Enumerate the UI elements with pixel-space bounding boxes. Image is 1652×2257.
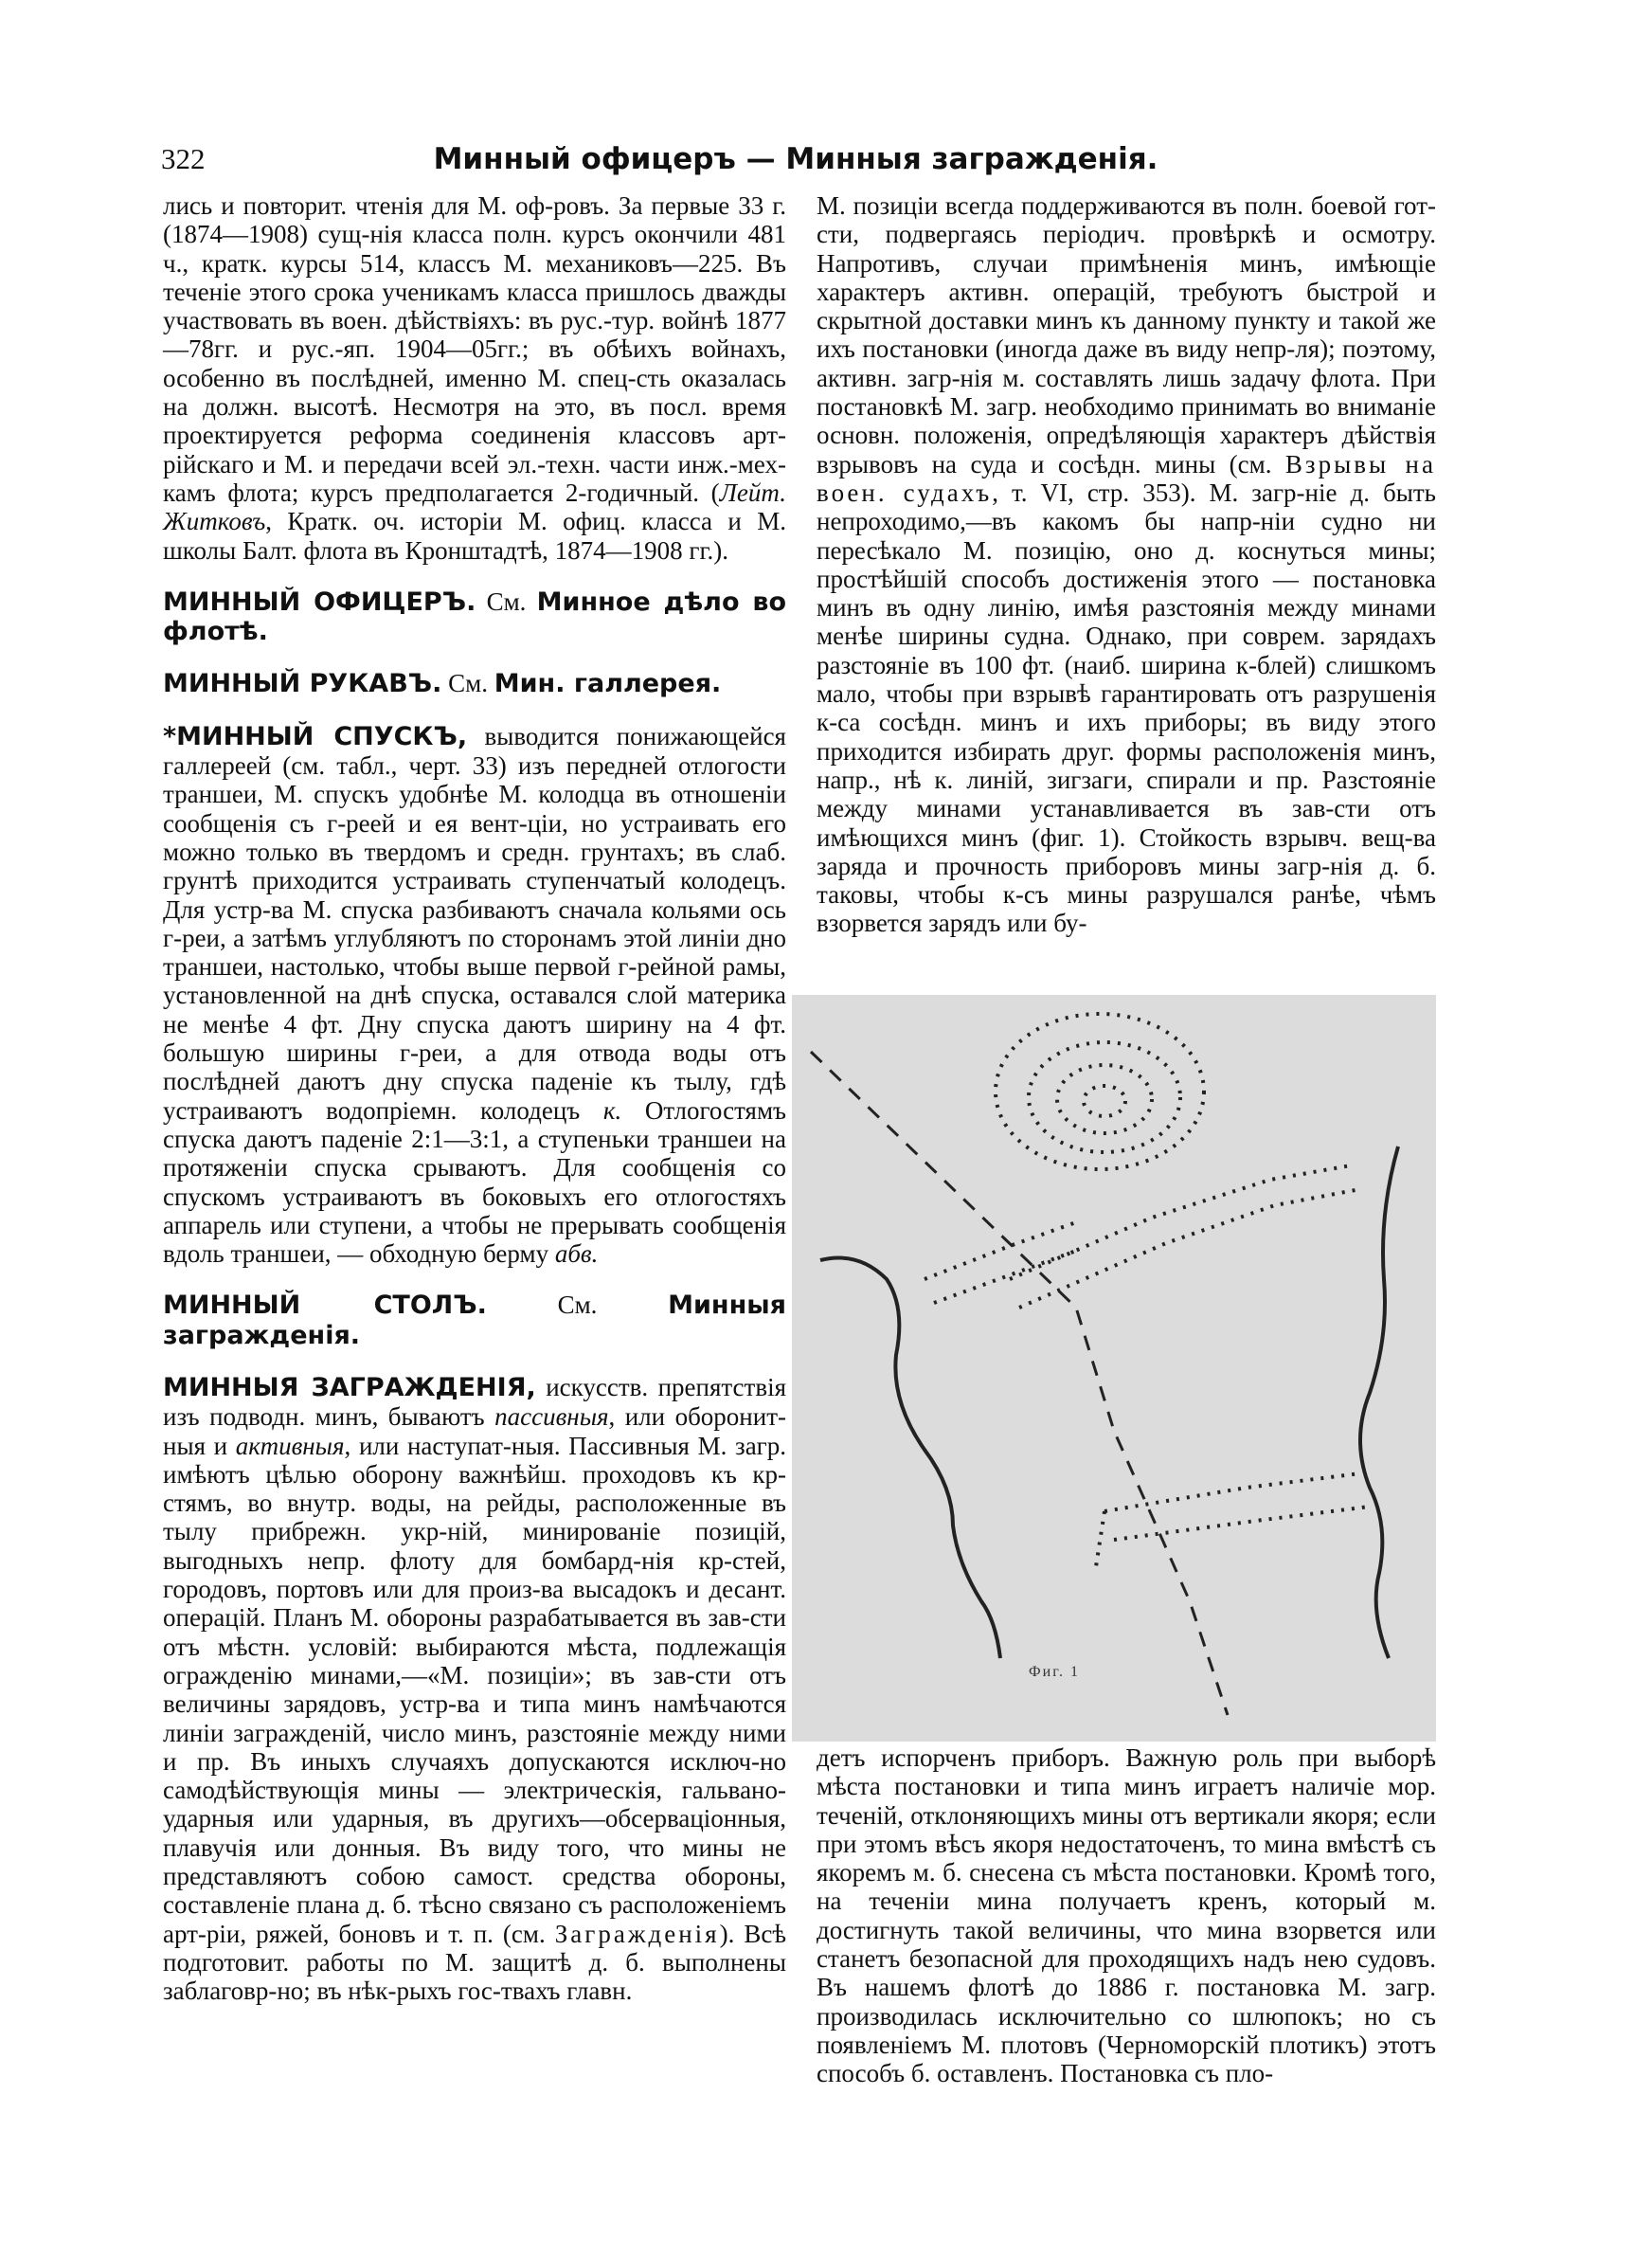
spiral-minefield bbox=[996, 1014, 1204, 1169]
citation-author: Лейт. Житковъ bbox=[163, 478, 786, 536]
cross-reference: Минное дѣло во флотѣ. bbox=[163, 587, 787, 647]
text: , т. VI, стр. 353). М. загр-ніе д. быть непроходимо,—въ какомъ бы напр-ніи судно ни пересѣкало М. позицію, оно д. коснуться мины; простѣйшій способъ достиженія этого — постановка минъ въ одну линію, имѣя разстоянія между минами менѣе ширины судна. Однако, при соврем. зарядахъ разстояніе въ 100 фт. (наиб. ширина к-блей) слишкомъ мало, чтобы при взрывѣ гарантировать отъ разрушенія к-са сосѣдн. минъ и ихъ приборы; въ виду этого приходится избирать друг. формы расположенія минъ, напр., нѣ к. линій, зигзаги, спирали и пр. Разстояніе между минами устанавливается въ зав-сти отъ имѣющихся минъ (фиг. 1). Стойкость взрывч. вещ-ва заряда и прочность приборовъ мины загр-нія д. б. таковы, чтобы к-съ мины разрушался ранѣе, чѣмъ взорвется зарядъ или бу- bbox=[817, 478, 1436, 938]
page-header bbox=[161, 142, 1430, 186]
see-label: См. bbox=[557, 1291, 598, 1320]
zigzag-minefield bbox=[925, 1165, 1360, 1308]
right-column-bottom bbox=[817, 1743, 1436, 2094]
text: , или оборонит-ныя и bbox=[163, 1402, 786, 1460]
text: М. позиціи всегда поддерживаются въ полн. боевой гот-сти, подвергаясь періодич. провѣркѣ и осмотру. Напротивъ, случаи примѣненія минъ, имѣющіе характеръ активн. операцій, требуютъ быстрой и скрытной доставки минъ къ данному пункту и такой же ихъ постановки (иногда даже въ виду непр-ля); поэтому, активн. загр-нія м. составлять лишь задачу флота. При постановкѣ М. загр. необходимо принимать во вниманіе основн. положенія, опредѣляющія характеръ дѣйствія взрывовъ на суда и сосѣдн. мины (см. bbox=[817, 191, 1436, 478]
see-label: См. bbox=[486, 587, 527, 616]
entry-headword: МИННЫЙ СТОЛЪ. bbox=[163, 1291, 487, 1321]
text: выводится понижающейся галлереей (см. табл., черт. 33) изъ передней отлогости траншеи, М. спускъ удобнѣе М. колодца въ отношеніи сообщенія съ г-реей и ея вент-ціи, но устраивать его можно только въ твердомъ и средн. грунтахъ; въ слаб. грунтѣ приходится устраивать ступенчатый колодецъ. Для устр-ва М. спуска разбиваютъ сначала кольями ось г-реи, а затѣмъ углубляютъ по сторонамъ этой линіи дно траншеи, настолько, чтобы выше первой г-рейной рамы, установленной на днѣ спуска, оставался слой материка не менѣе 4 фт. Дну спуска даютъ ширину на 4 фт. большую ширины г-реи, а для отвода воды отъ послѣдней даютъ дну спуска паденіе къ тылу, гдѣ устраиваютъ водопріемн. колодецъ bbox=[163, 721, 786, 1125]
see-label: См. bbox=[448, 669, 489, 698]
paragraph: детъ испорченъ приборъ. Важную роль при выборѣ мѣста постановки и типа минъ играетъ наличіе мор. теченій, отклоняющихъ мины отъ вертикали якоря; если при этомъ вѣсъ якоря недостаточенъ, то мина вмѣстѣ съ якоремъ м. б. снесена съ мѣста постановки. Кромѣ того, на теченіи мина получаетъ кренъ, который м. достигнуть такой величины, что мина взорвется или станетъ безопасной для проходящихъ надъ нею судовъ. Въ нашемъ флотѣ до 1886 г. постановка М. загр. производилась исключительно со шлюпокъ; но съ появленіемъ М. плотовъ (Черноморскій плотикъ) этотъ способъ б. оставленъ. Постановка съ пло- bbox=[817, 1743, 1436, 2088]
entry-minny-rukav bbox=[163, 669, 786, 698]
author-signature: абв. bbox=[554, 1239, 599, 1269]
page-number: 322 bbox=[161, 142, 206, 175]
right-column-top bbox=[817, 191, 1436, 944]
entry-headword: МИННЫЙ ОФИЦЕРЪ. bbox=[163, 587, 476, 617]
entry-minnyya-zagrazhdeniya bbox=[163, 1373, 786, 2006]
minefield-diagram bbox=[792, 995, 1436, 1742]
text: Отлогостямъ спуска даютъ паденіе 2:1—3:1, а ступеньки траншеи на протяженіи спуска срываютъ. Для сообщенія со спускомъ устраиваютъ въ боковыхъ его отлогостяхъ аппарель или ступени, а чтобы не прерывать сообщенія вдоль траншеи, — обходную берму bbox=[163, 1095, 786, 1269]
italic-term: активныя bbox=[235, 1431, 345, 1460]
running-title: Минный офицеръ — Минныя загражденія. bbox=[433, 142, 1158, 176]
figure-1 bbox=[792, 995, 1436, 1742]
figure-caption: Фиг. 1 bbox=[1029, 1664, 1080, 1680]
entry-headword: *МИННЫЙ СПУСКЪ, bbox=[163, 721, 468, 751]
entry-minny-spusk bbox=[163, 722, 786, 1269]
spaced-reference: Взрывы на воен. судахъ bbox=[817, 449, 1436, 507]
paragraph-continued bbox=[163, 191, 786, 565]
entry-minny-stol bbox=[163, 1291, 786, 1350]
text: лись и повторит. чтенія для М. оф-ровъ. За первые 33 г. (1874—1908) сущ-нія класса полн. курсъ окончили 481 ч., кратк. курсы 514, классъ М. механиковъ—225. Въ теченіе этого срока ученикамъ класса пришлось дважды участвовать въ воен. дѣйствіяхъ: въ рус.-тур. войнѣ 1877—78гг. и рус.-яп. 1904—05гг.; въ обѣихъ войнахъ, особенно въ послѣдней, именно М. спец-сть оказалась на должн. высотѣ. Несмотря на это, въ посл. время проектируется реформа соединенія классовъ арт-рійскаго и М. и передачи всей эл.-техн. части инж.-мех-камъ флота; курсъ предполагается 2-годичный. ( bbox=[163, 191, 786, 507]
line-minefield bbox=[1095, 1473, 1370, 1573]
text: ). Всѣ подготовит. работы по М. защитѣ д. б. выполнены заблаговр-но; въ нѣк-рыхъ гос-твахъ главн. bbox=[163, 1919, 786, 2006]
text: , или наступат-ныя. Пассивныя М. загр. имѣютъ цѣлью оборону важнѣйш. проходовъ къ кр-стямъ, во внутр. воды, на рейды, расположенные въ тылу прибрежн. укр-ній, минированіе позицій, выгодныхъ непр. флоту для бомбард-нія кр-стей, городовъ, портовъ или для произ-ва высадокъ и десант. операцій. Планъ М. обороны разрабатывается въ зав-сти отъ мѣстн. условій: выбираются мѣста, подлежащія огражденію минами,—«М. позиціи»; въ зав-сти отъ величины зарядовъ, устр-ва и типа минъ намѣчаются линіи загражденій, число минъ, разстояніе между ними и пр. Въ иныхъ случаяхъ допускаются исключ-но самодѣйствующія мины — электрическія, гальвано-ударныя или ударныя, въ другихъ—обсерваціонныя, плавучія или донныя. Въ виду того, что мины не представляютъ собою самост. средства обороны, составленіе плана д. б. тѣсно связано съ расположеніемъ арт-ріи, ряжей, боновъ и т. п. (см. bbox=[163, 1431, 786, 1948]
entry-headword: МИННЫЯ ЗАГРАЖДЕНІЯ, bbox=[163, 1372, 536, 1402]
spaced-reference: Загражденія bbox=[554, 1919, 720, 1948]
entry-headword: МИННЫЙ РУКАВЪ. bbox=[163, 669, 442, 699]
italic-term: пассивныя bbox=[494, 1402, 609, 1432]
italic-term: к. bbox=[602, 1095, 622, 1125]
right-coastline bbox=[1360, 1147, 1398, 1658]
left-column bbox=[163, 191, 786, 2012]
cross-reference: Мин. галлерея. bbox=[494, 669, 722, 699]
entry-minny-ofitser bbox=[163, 587, 786, 647]
cross-reference: Минныя загражденія. bbox=[163, 1291, 786, 1350]
left-coastline bbox=[820, 1258, 1000, 1659]
text: , Кратк. оч. исторіи М. офиц. класса и М. школы Балт. флота въ Кронштадтѣ, 1874—1908 гг.). bbox=[163, 507, 786, 565]
paragraph bbox=[817, 191, 1436, 938]
text: искусств. препятствія изъ подводн. минъ, бываютъ bbox=[163, 1372, 786, 1432]
